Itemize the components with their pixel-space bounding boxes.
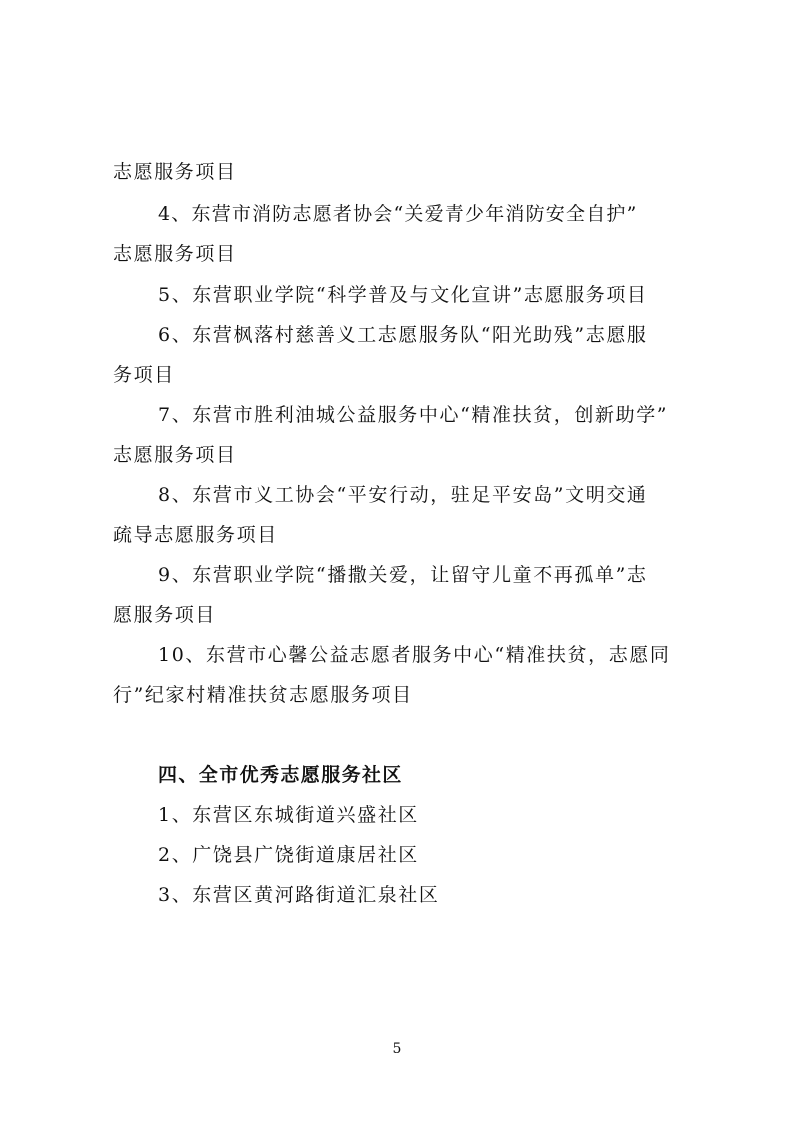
section-4-heading: 四、全市优秀志愿服务社区 [158,764,403,786]
item-4-line-2: 志愿服务项目 [113,243,237,265]
item-10-line-1: 10、东营市心馨公益志愿者服务中心“精准扶贫，志愿同 [158,644,671,666]
item-5-line-1: 5、东营职业学院“科学普及与文化宣讲”志愿服务项目 [158,284,648,306]
item-8-line-1: 8、东营市义工协会“平安行动，驻足平安岛”文明交通 [158,484,648,506]
item-3-continuation: 志愿服务项目 [113,161,237,183]
item-6-line-1: 6、东营枫落村慈善义工志愿服务队“阳光助残”志愿服 [158,324,648,346]
item-9-line-2: 愿服务项目 [113,604,217,626]
section-4-item-3: 3、东营区黄河路街道汇泉社区 [158,884,440,906]
item-9-line-1: 9、东营职业学院“播撒关爱，让留守儿童不再孤单”志 [158,564,648,586]
item-7-line-1: 7、东营市胜利油城公益服务中心“精准扶贫，创新助学” [158,404,669,426]
item-10-line-2: 行”纪家村精准扶贫志愿服务项目 [113,684,413,706]
item-4-line-1: 4、东营市消防志愿者协会“关爱青少年消防安全自护” [158,203,638,225]
section-4-item-2: 2、广饶县广饶街道康居社区 [158,844,419,866]
page-number: 5 [392,1041,402,1057]
item-8-line-2: 疏导志愿服务项目 [113,524,278,546]
item-6-line-2: 务项目 [113,364,175,386]
section-4-item-1: 1、东营区东城街道兴盛社区 [158,804,419,826]
item-7-line-2: 志愿服务项目 [113,444,237,466]
